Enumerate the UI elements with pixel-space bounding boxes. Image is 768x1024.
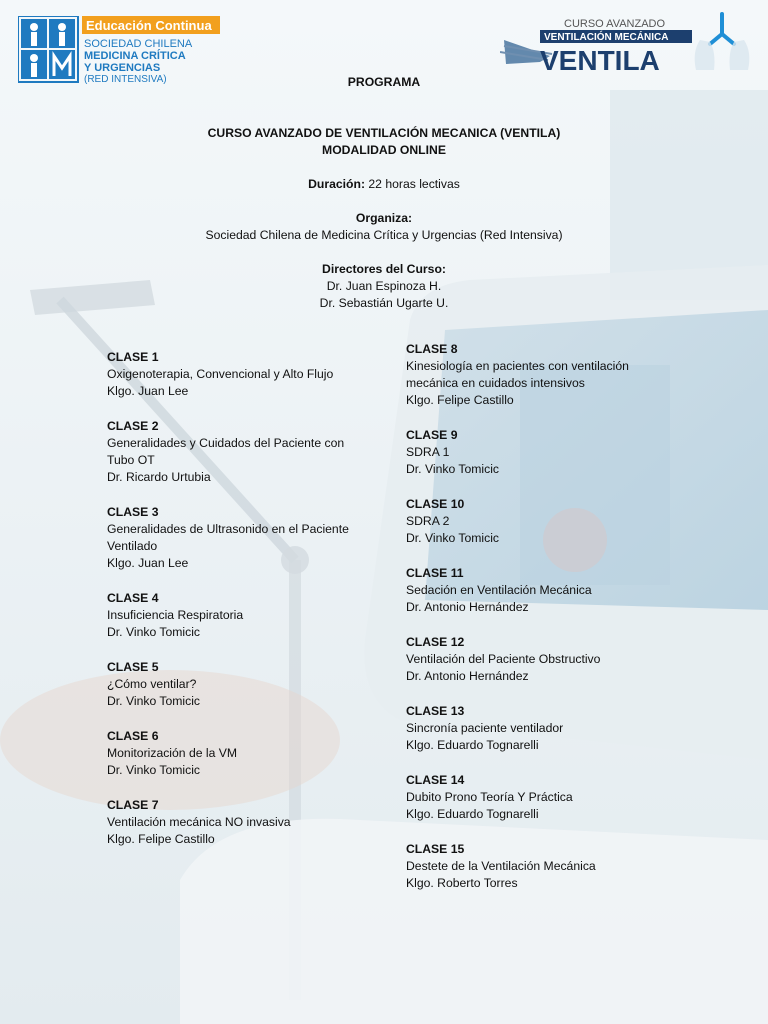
clase-speaker: Dr. Vinko Tomicic bbox=[107, 625, 201, 639]
organiza-value: Sociedad Chilena de Medicina Crítica y Urgencias (Red Intensiva) bbox=[205, 228, 563, 242]
clase-speaker: Dr. Antonio Hernández bbox=[406, 600, 529, 614]
logo-left-line5: (RED INTENSIVA) bbox=[84, 74, 167, 84]
duration-label: Duración: bbox=[308, 177, 366, 191]
clase-speaker: Dr. Vinko Tomicic bbox=[107, 694, 201, 708]
clase-title: CLASE 15 bbox=[406, 842, 465, 856]
logo-left-line3: MEDICINA CRÍTICA bbox=[84, 50, 186, 62]
ventila-logo bbox=[500, 12, 752, 74]
clase-speaker: Klgo. Roberto Torres bbox=[406, 876, 518, 890]
clase-speaker: Dr. Vinko Tomicic bbox=[406, 531, 500, 545]
clase-item bbox=[107, 349, 362, 400]
clase-speaker: Klgo. Eduardo Tognarelli bbox=[406, 738, 539, 752]
course-modality: MODALIDAD ONLINE bbox=[322, 143, 446, 157]
logo-right-line1: CURSO AVANZADO bbox=[564, 18, 666, 30]
clase-title: CLASE 3 bbox=[107, 505, 159, 519]
director-2: Dr. Sebastián Ugarte U. bbox=[319, 296, 449, 310]
clase-speaker: Klgo. Juan Lee bbox=[107, 384, 189, 398]
programa-heading: PROGRAMA bbox=[347, 75, 421, 89]
clase-title: CLASE 10 bbox=[406, 497, 465, 511]
clase-speaker: Dr. Ricardo Urtubia bbox=[107, 470, 211, 484]
logo-right-line3: VENTILA bbox=[540, 45, 660, 74]
clase-item bbox=[406, 634, 661, 685]
clase-title: CLASE 9 bbox=[406, 428, 458, 442]
clase-title: CLASE 11 bbox=[406, 566, 464, 580]
duration-value: 22 horas lectivas bbox=[365, 177, 460, 191]
clase-item bbox=[406, 427, 661, 478]
clase-item bbox=[406, 703, 661, 754]
course-title: CURSO AVANZADO DE VENTILACIÓN MECANICA (VENTILA) bbox=[207, 126, 561, 140]
clase-title: CLASE 8 bbox=[406, 342, 458, 356]
clase-speaker: Klgo. Felipe Castillo bbox=[406, 393, 514, 407]
clases-right-column bbox=[406, 341, 661, 910]
clase-topic: SDRA 1 bbox=[406, 445, 450, 459]
clase-topic: SDRA 2 bbox=[406, 514, 450, 528]
duration-line bbox=[0, 176, 768, 193]
clase-speaker: Dr. Antonio Hernández bbox=[406, 669, 529, 683]
clase-topic: Ventilación mecánica NO invasiva bbox=[107, 815, 291, 829]
clase-item bbox=[406, 496, 661, 547]
logo-left-line4: Y URGENCIAS bbox=[84, 62, 161, 74]
clase-item bbox=[107, 797, 362, 848]
clases-left-column bbox=[107, 349, 362, 866]
clase-topic: Generalidades de Ultrasonido en el Paciente Ventilado bbox=[107, 522, 349, 553]
clase-title: CLASE 5 bbox=[107, 660, 159, 674]
directors-label: Directores del Curso: bbox=[322, 262, 446, 276]
clase-item bbox=[107, 418, 362, 486]
clase-title: CLASE 13 bbox=[406, 704, 465, 718]
clase-topic: Sedación en Ventilación Mecánica bbox=[406, 583, 592, 597]
clase-speaker: Klgo. Juan Lee bbox=[107, 556, 189, 570]
logo-right-line2: VENTILACIÓN MECÁNICA bbox=[544, 32, 669, 43]
clase-item bbox=[107, 590, 362, 641]
clase-topic: ¿Cómo ventilar? bbox=[107, 677, 197, 691]
lungs-icon bbox=[695, 14, 750, 70]
clase-item bbox=[107, 659, 362, 710]
clase-title: CLASE 14 bbox=[406, 773, 465, 787]
clase-item bbox=[406, 341, 661, 409]
clase-topic: Monitorización de la VM bbox=[107, 746, 238, 760]
clase-item bbox=[406, 565, 661, 616]
clase-item bbox=[406, 772, 661, 823]
clase-speaker: Dr. Vinko Tomicic bbox=[406, 462, 500, 476]
clase-title: CLASE 1 bbox=[107, 350, 159, 364]
clase-title: CLASE 7 bbox=[107, 798, 159, 812]
clase-topic: Sincronía paciente ventilador bbox=[406, 721, 564, 735]
clase-topic: Destete de la Ventilación Mecánica bbox=[406, 859, 596, 873]
organiza-label: Organiza: bbox=[355, 211, 413, 225]
clase-item bbox=[406, 841, 661, 892]
clase-title: CLASE 4 bbox=[107, 591, 159, 605]
clase-title: CLASE 12 bbox=[406, 635, 465, 649]
clase-topic: Dubito Prono Teoría Y Práctica bbox=[406, 790, 573, 804]
clase-speaker: Klgo. Felipe Castillo bbox=[107, 832, 215, 846]
clase-title: CLASE 2 bbox=[107, 419, 159, 433]
clase-speaker: Dr. Vinko Tomicic bbox=[107, 763, 201, 777]
clase-topic: Generalidades y Cuidados del Paciente con Tubo OT bbox=[107, 436, 345, 467]
logo-left-line2: SOCIEDAD CHILENA bbox=[84, 38, 193, 50]
logo-left-line1: Educación Continua bbox=[86, 18, 212, 33]
clase-topic: Oxigenoterapia, Convencional y Alto Flujo bbox=[107, 367, 334, 381]
clase-title: CLASE 6 bbox=[107, 729, 159, 743]
clase-item bbox=[107, 504, 362, 572]
program-header bbox=[0, 74, 768, 312]
director-1: Dr. Juan Espinoza H. bbox=[326, 279, 442, 293]
clase-speaker: Klgo. Eduardo Tognarelli bbox=[406, 807, 539, 821]
clase-topic: Insuficiencia Respiratoria bbox=[107, 608, 244, 622]
clase-topic: Ventilación del Paciente Obstructivo bbox=[406, 652, 601, 666]
clase-item bbox=[107, 728, 362, 779]
clase-topic: Kinesiología en pacientes con ventilación mecánica en cuidados intensivos bbox=[406, 359, 629, 390]
